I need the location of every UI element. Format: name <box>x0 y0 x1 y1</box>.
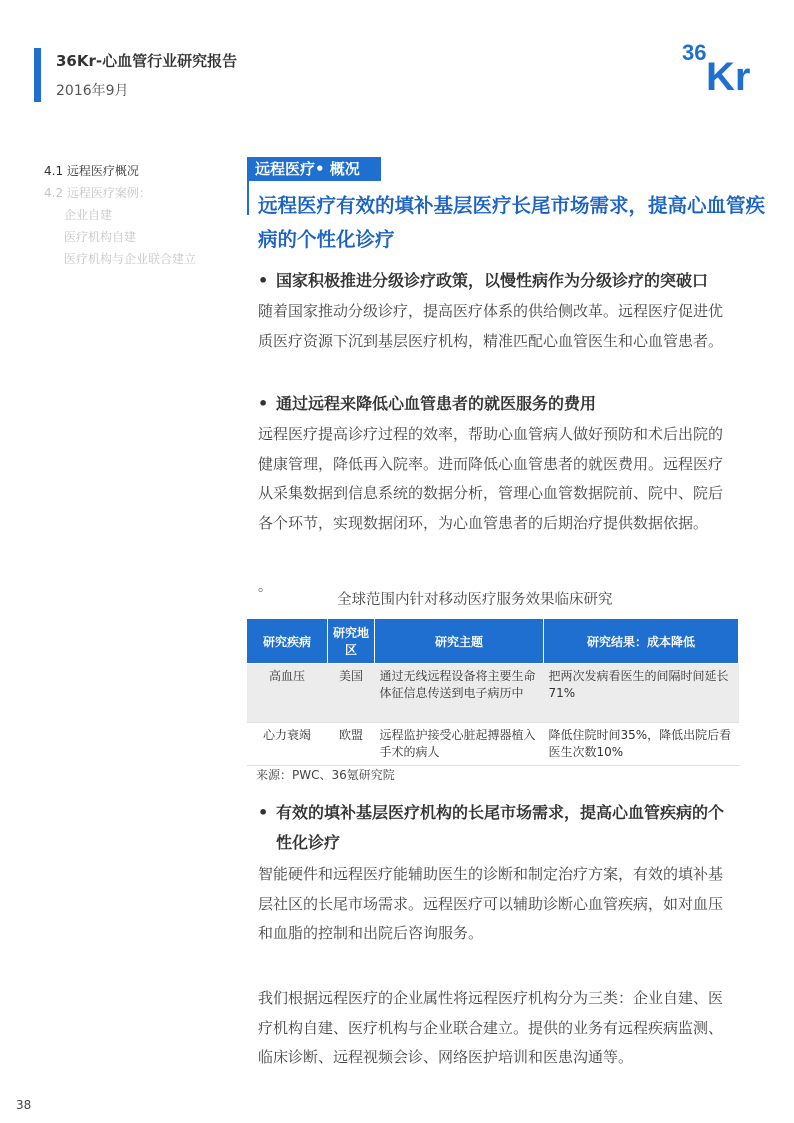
table-of-contents <box>44 160 196 270</box>
table-row <box>247 664 739 723</box>
study-table <box>246 618 739 766</box>
bullet-item <box>258 798 728 858</box>
table-cell: 远程监护接受心脏起搏器植入手术的病人 <box>375 723 544 766</box>
table-cell: 通过无线远程设备将主要生命体征信息传送到电子病历中 <box>375 664 544 723</box>
bullet-text: 通过远程来降低心血管患者的就医服务的费用 <box>276 394 597 413</box>
table-source: 来源：PWC、36氪研究院 <box>256 768 395 782</box>
bullet-item <box>258 389 728 419</box>
bullet-item <box>258 266 728 296</box>
toc-item-joint[interactable]: 医疗机构与企业联合建立 <box>64 252 197 266</box>
table-cell: 把两次发病看医生的间隔时间延长71% <box>544 664 739 723</box>
paragraph: 远程医疗提高诊疗过程的效率，帮助心血管病人做好预防和术后出院的健康管理，降低再入院率。进而降低心血管患者的就医费用。远程医疗从采集数据到信息系统的数据分析，管理心血管数据院前、院中、院后各个环节，实现数据闭环，为心血管患者的后期治疗提供数据依据。 <box>258 425 724 532</box>
toc-item-cases[interactable]: 4.2 远程医疗案例： <box>44 186 151 200</box>
bullet-dot-icon: • <box>258 803 269 822</box>
table-cell: 美国 <box>328 664 375 723</box>
table-cell: 心力衰竭 <box>247 723 328 766</box>
page-number: 38 <box>16 1098 32 1112</box>
main-heading: 远程医疗有效的填补基层医疗长尾市场需求，提高心血管疾病的个性化诊疗 <box>258 194 766 251</box>
report-title: 36Kr-心血管行业研究报告 <box>56 52 238 70</box>
logo-36kr <box>682 40 766 94</box>
bullet-text: 国家积极推进分级诊疗政策，以慢性病作为分级诊疗的突破口 <box>276 271 709 290</box>
toc-item-institution[interactable]: 医疗机构自建 <box>64 230 137 244</box>
table-cell: 高血压 <box>247 664 328 723</box>
table-row <box>247 723 739 766</box>
svg-text:Kr: Kr <box>706 55 751 94</box>
toc-item-overview[interactable]: 4.1 远程医疗概况 <box>44 164 139 178</box>
header-accent-bar <box>34 48 41 102</box>
report-date: 2016年9月 <box>56 83 129 99</box>
table-header: 研究地区 <box>328 619 375 664</box>
table-header: 研究结果：成本降低 <box>544 619 739 664</box>
table-cell: 降低住院时间35%，降低出院后看医生次数10% <box>544 723 739 766</box>
table-header-row <box>247 619 739 664</box>
bullet-dot-icon: • <box>258 271 269 290</box>
table-cell: 欧盟 <box>328 723 375 766</box>
svg-text:36: 36 <box>682 40 707 65</box>
table-header: 研究疾病 <box>247 619 328 664</box>
toc-item-enterprise[interactable]: 企业自建 <box>64 208 113 222</box>
paragraph: 我们根据远程医疗的企业属性将远程医疗机构分为三类：企业自建、医疗机构自建、医疗机构与企业联合建立。提供的业务有远程疾病监测、临床诊断、远程视频会诊、网络医护培训和医患沟通等。 <box>258 989 724 1066</box>
paragraph: 智能硬件和远程医疗能辅助医生的诊断和制定治疗方案，有效的填补基层社区的长尾市场需求。远程医疗可以辅助诊断心血管疾病，如对血压和血脂的控制和出院后咨询服务。 <box>258 865 724 942</box>
bullet-text: 有效的填补基层医疗机构的长尾市场需求，提高心血管疾病的个性化诊疗 <box>276 803 725 852</box>
paragraph: 随着国家推动分级诊疗，提高医疗体系的供给侧改革。远程医疗促进优质医疗资源下沉到基层医疗机构，精准匹配心血管医生和心血管患者。 <box>258 302 724 350</box>
bullet-dot-icon: • <box>258 394 269 413</box>
table-header: 研究主题 <box>375 619 544 664</box>
section-tag: 远程医疗• 概况 <box>247 157 381 181</box>
section-divider <box>247 181 249 215</box>
stray-punctuation: 。 <box>258 579 272 595</box>
table-caption: 全球范围内针对移动医疗服务效果临床研究 <box>337 592 613 608</box>
